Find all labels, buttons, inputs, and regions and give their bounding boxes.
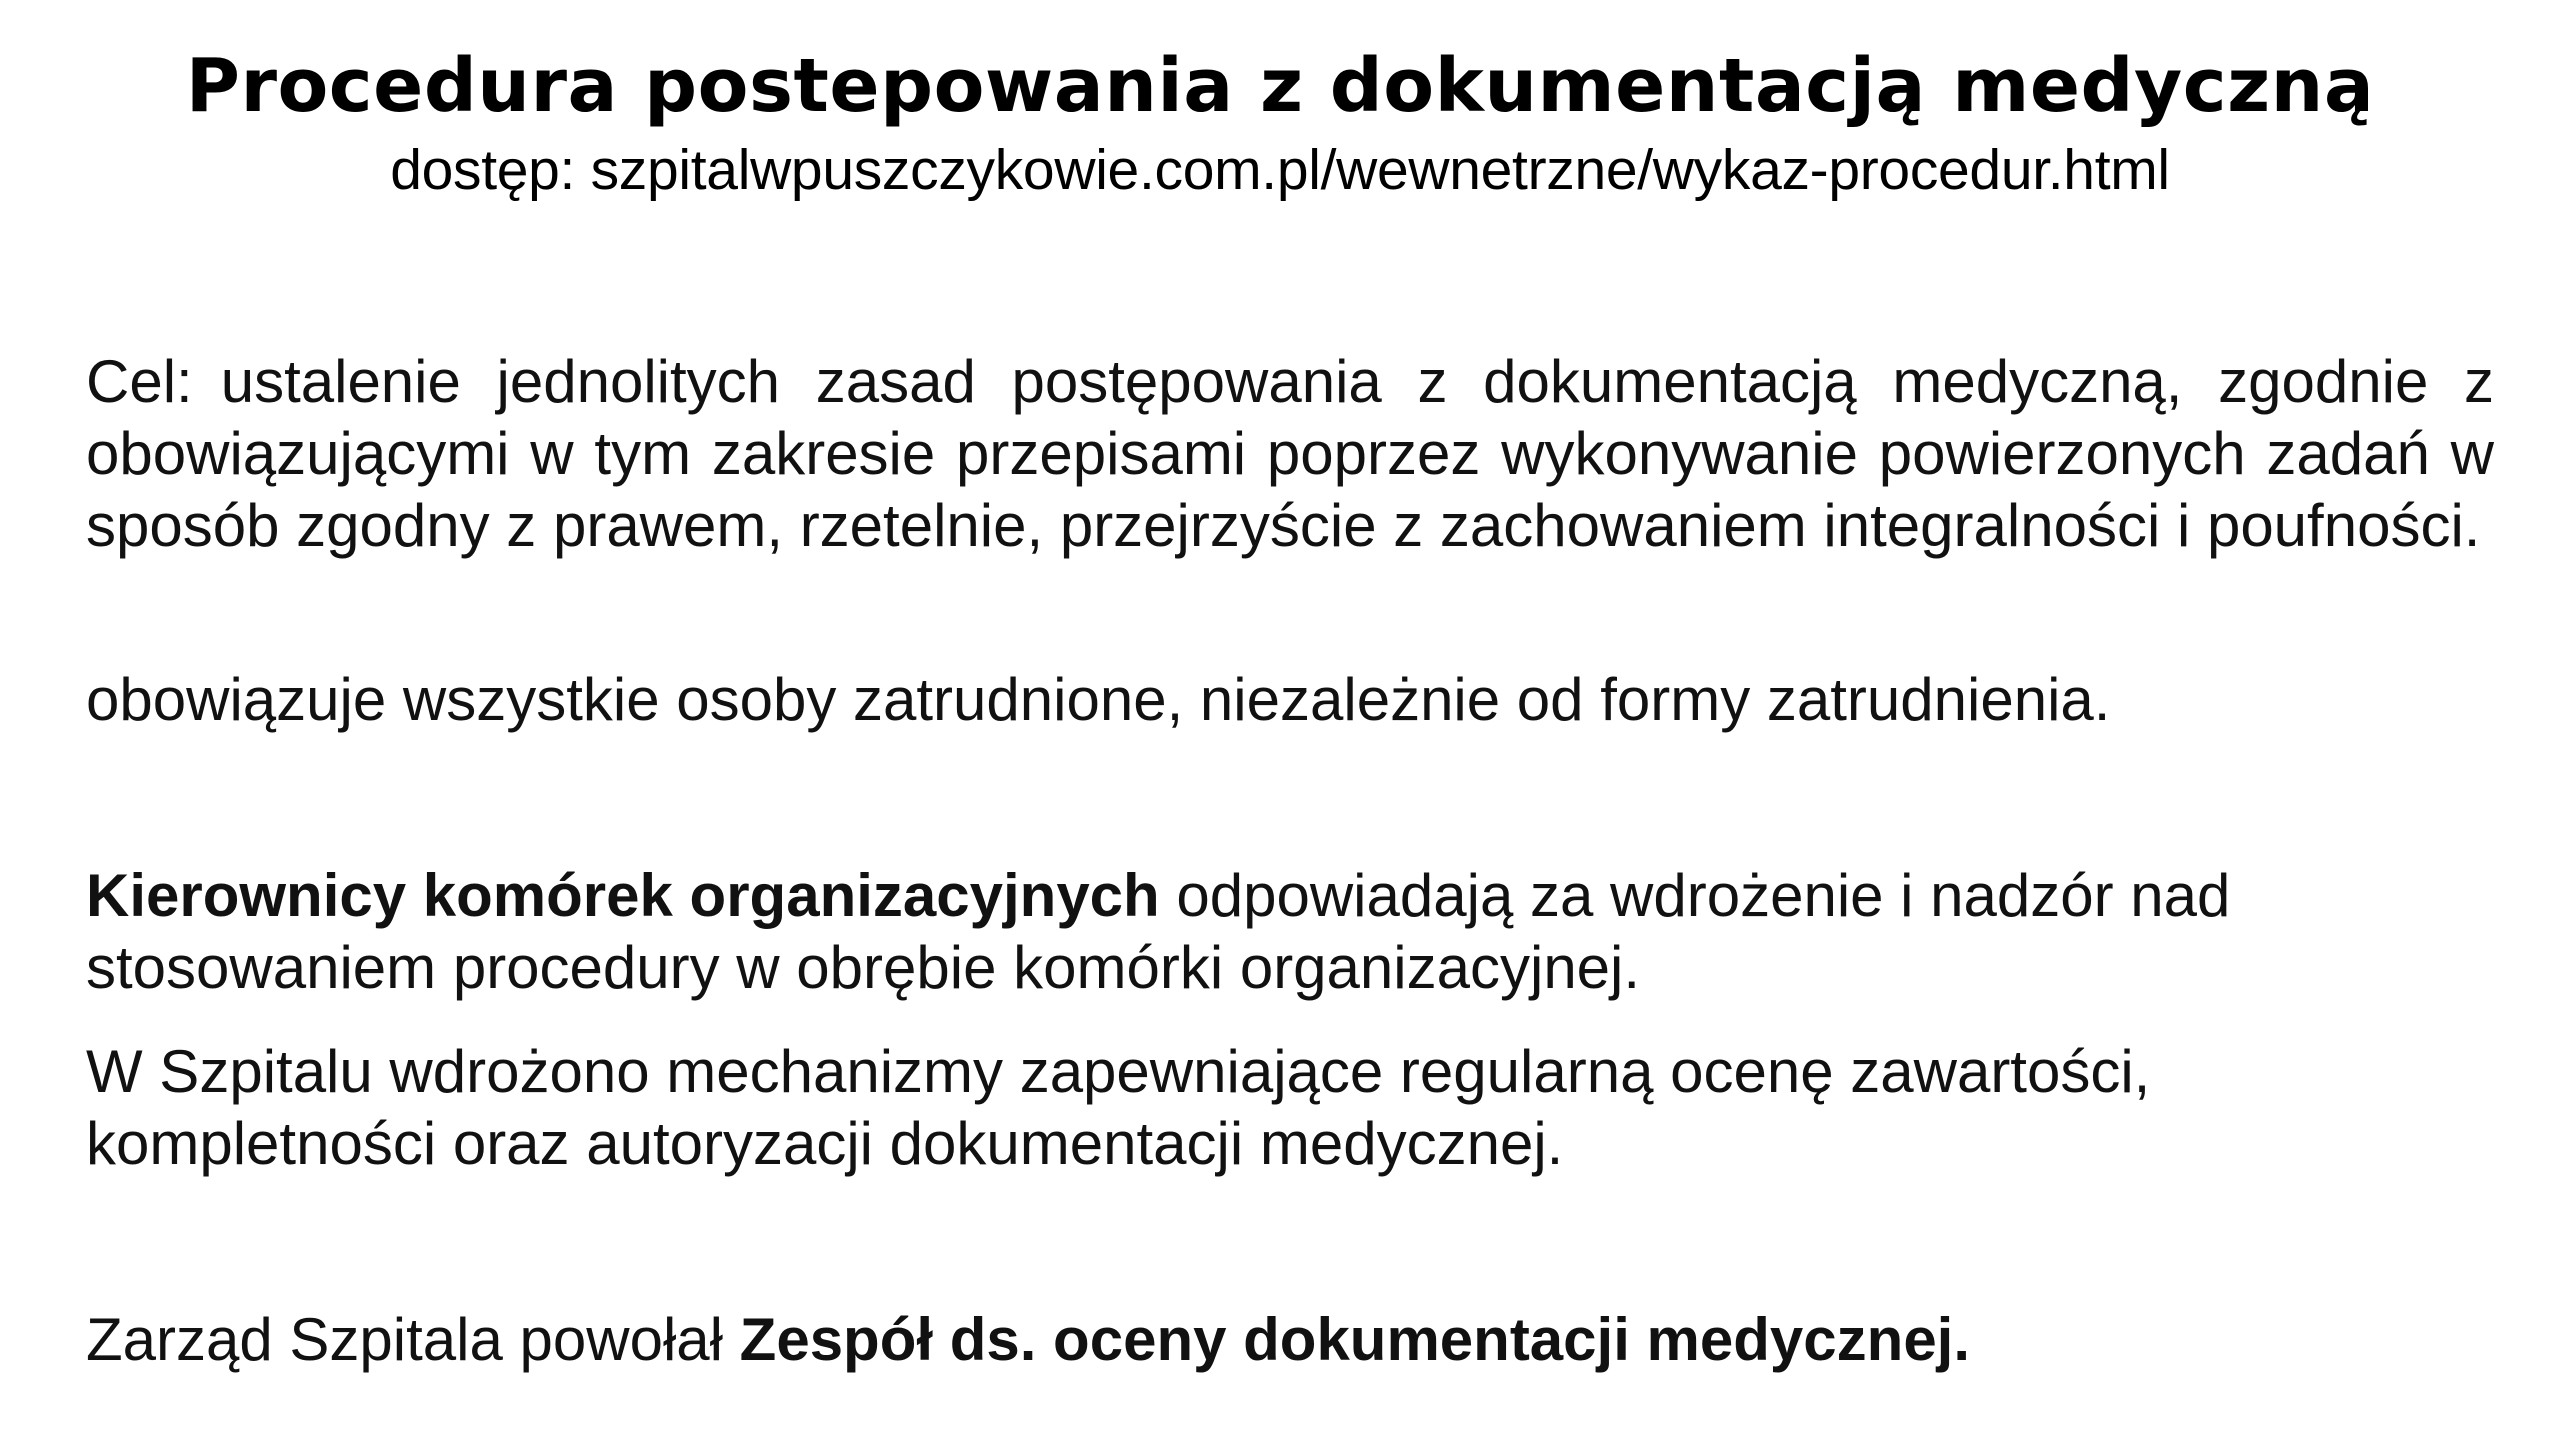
zarzad-bold: Zespół ds. oceny dokumentacji medycznej.	[739, 1306, 1971, 1373]
zarzad-text: Zarząd Szpitala powołał	[86, 1306, 740, 1373]
paragraph-mechanizmy: W Szpitalu wdrożono mechanizmy zapewniające regularną ocenę zawartości, kompletności oraz autoryzacji dokumentacji medycznej.	[86, 1038, 2151, 1177]
title-block	[0, 38, 2560, 206]
kierownicy-bold: Kierownicy komórek organizacyjnych	[86, 862, 1160, 929]
kierownicy-text: odpowiadają za wdrożenie i nadzór nad stosowaniem procedury w obrębie komórki organizacyjnej.	[86, 862, 2231, 1001]
cel-label: Cel:	[86, 348, 193, 415]
paragraph-cel	[86, 346, 2494, 562]
paragraph-zarzad	[86, 1304, 2494, 1376]
cel-text: ustalenie jednolitych zasad postępowania z dokumentacją medyczną, zgodnie z obowiązującymi w tym zakresie przepisami poprzez wykonywanie powierzonych zadań w sposób zgodny z prawem, rzetelnie, przejrzyście z zachowaniem integralności i poufności.	[86, 348, 2494, 559]
source-url: dostęp: szpitalwpuszczykowie.com.pl/wewnetrzne/wykaz-procedur.html	[390, 138, 2170, 202]
page-title: Procedura postepowania z dokumentacją medyczną	[185, 43, 2375, 129]
paragraph-obowiazuje: obowiązuje wszystkie osoby zatrudnione, niezależnie od formy zatrudnienia.	[86, 666, 2111, 733]
paragraph-kierownicy	[86, 860, 2494, 1004]
